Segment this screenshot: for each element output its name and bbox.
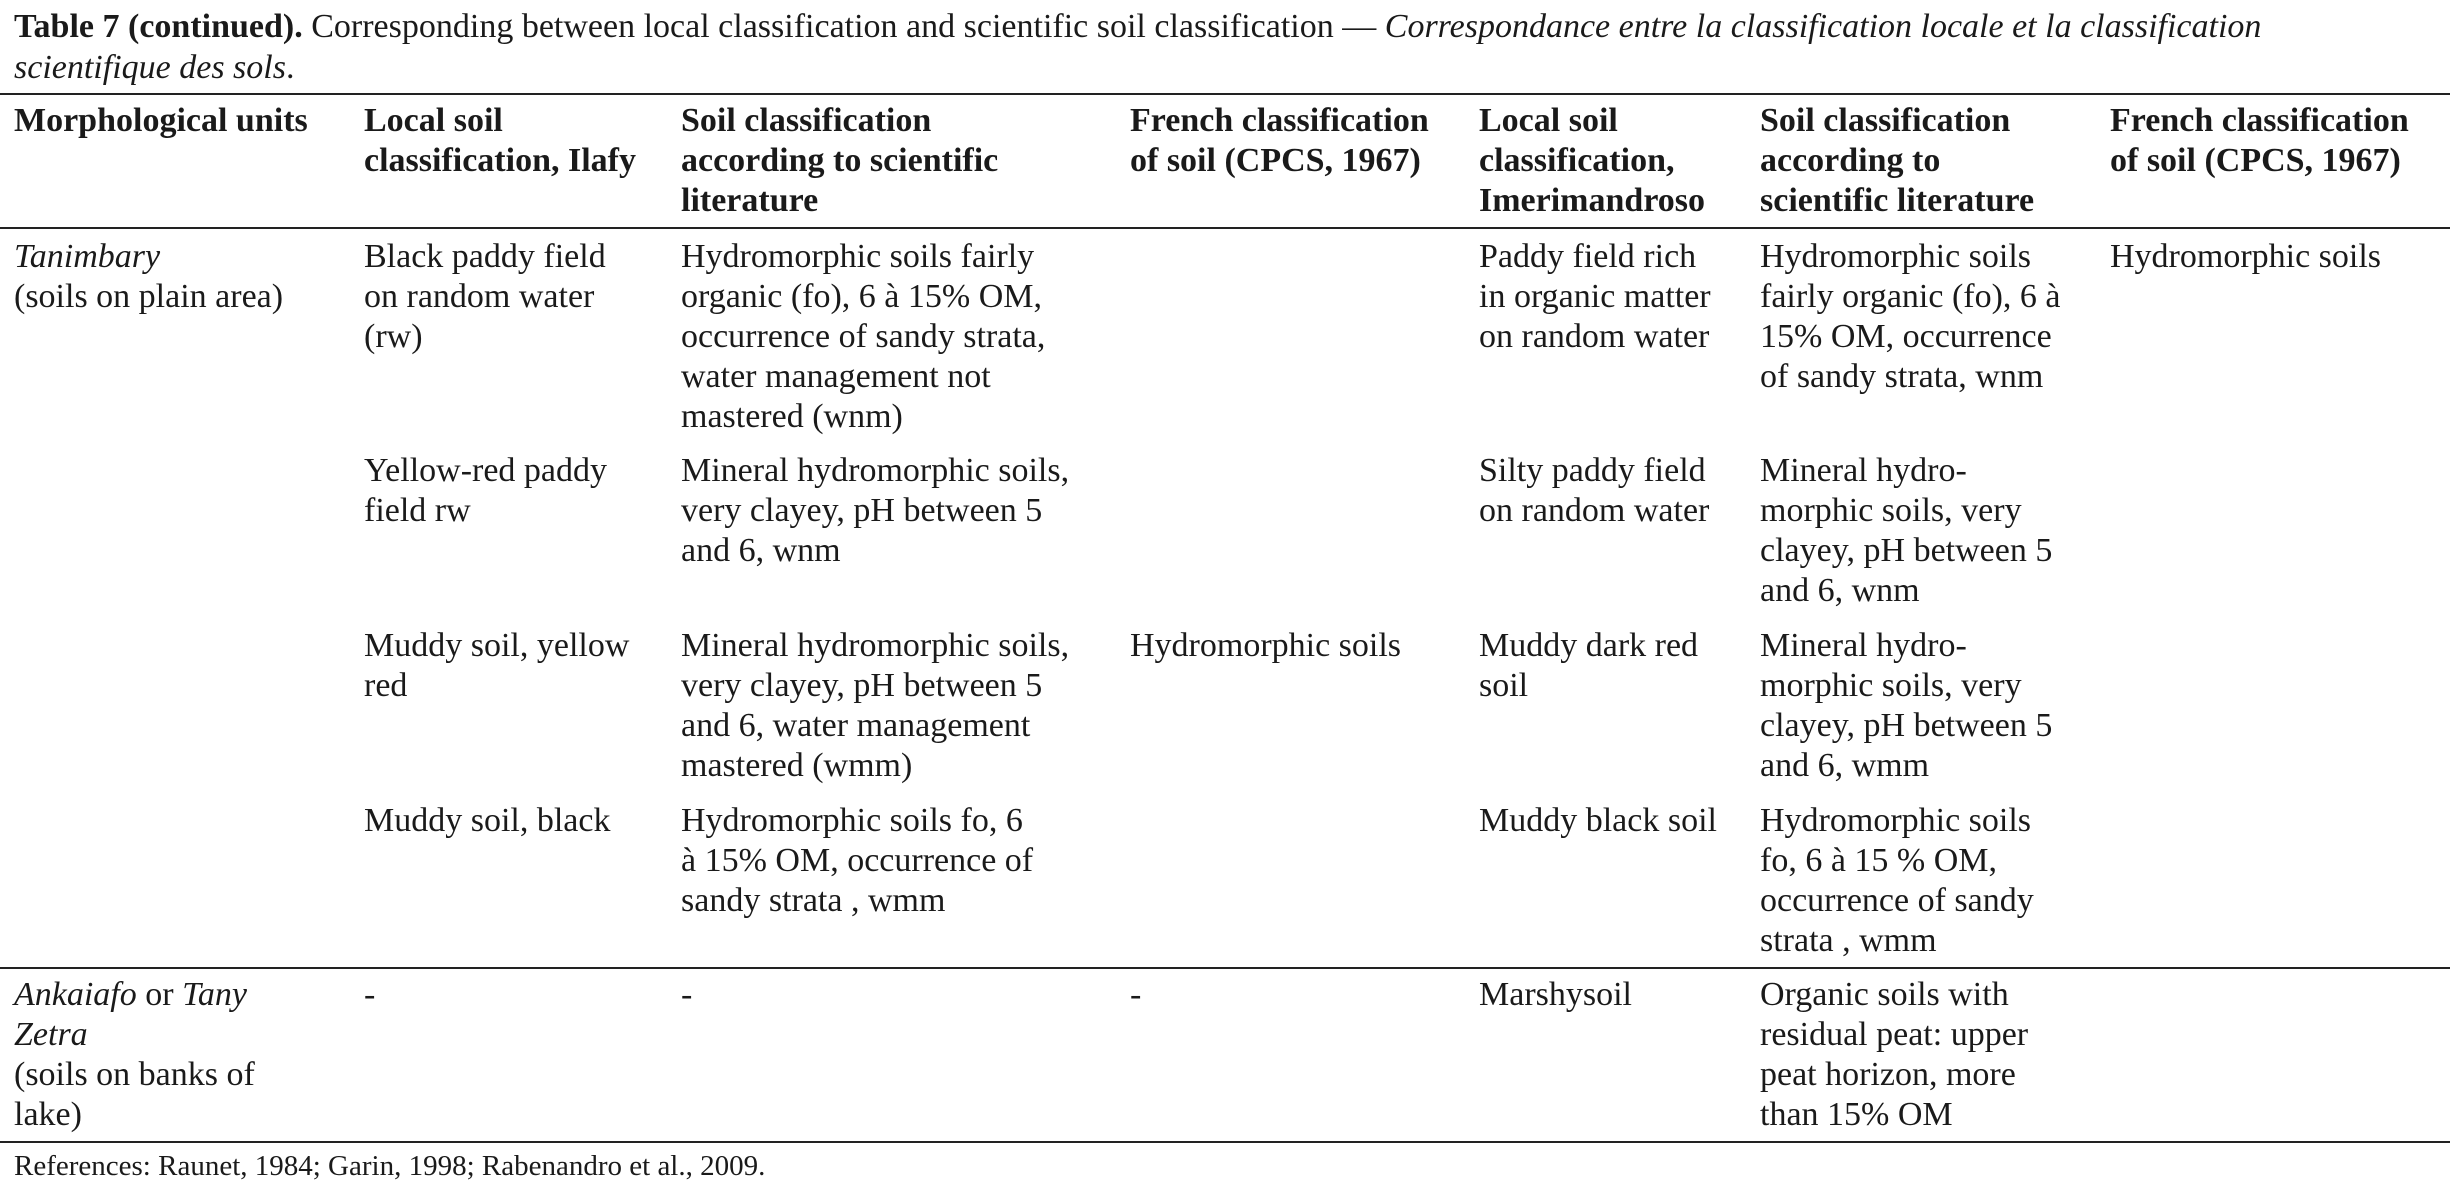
- cell-line: soil: [1479, 667, 1529, 704]
- row-3-sci-1: [681, 801, 1033, 921]
- row-0-sci-2: [1760, 237, 2061, 397]
- cell-line: Hydromorphic soils: [2110, 238, 2382, 275]
- table-caption: [14, 6, 2436, 88]
- cell-line: and 6, wnm: [1760, 572, 1920, 609]
- row-4-imerimandroso: [1479, 975, 1632, 1015]
- cell-line: strata , wmm: [1760, 922, 1937, 959]
- cell-line: Black paddy field: [364, 238, 606, 275]
- header-line: scientific literature: [1760, 182, 2035, 219]
- row-0-ilafy: [364, 237, 606, 357]
- header-line: according to: [1760, 142, 1941, 179]
- cell-line: Hydromorphic soils fairly: [681, 238, 1035, 275]
- cell-line: -: [1130, 976, 1142, 1013]
- cell-line: -: [364, 976, 376, 1013]
- row-1-imerimandroso: [1479, 451, 1709, 531]
- cell-line: (rw): [364, 318, 423, 355]
- cell-line: mastered (wnm): [681, 398, 903, 435]
- cell-line: water management not: [681, 358, 991, 395]
- row-2-sci-1: [681, 626, 1069, 786]
- header-local-imerimandroso: [1479, 101, 1705, 221]
- header-line: literature: [681, 182, 819, 219]
- header-line: Imerimandroso: [1479, 182, 1706, 219]
- cell-line: in organic matter: [1479, 278, 1711, 315]
- cell-line: very clayey, pH between 5: [681, 492, 1043, 529]
- cell-line: Hydromorphic soils: [1130, 627, 1402, 664]
- cell-line: mastered (wmm): [681, 747, 913, 784]
- cell-line: morphic soils, very: [1760, 667, 2022, 704]
- header-french-2: [2110, 101, 2409, 181]
- unit-name: Tanimbary: [14, 238, 161, 275]
- header-line: of soil (CPCS, 1967): [1130, 142, 1421, 179]
- cell-line: fo, 6 à 15 % OM,: [1760, 842, 1998, 879]
- cell-line: à 15% OM, occurrence of: [681, 842, 1034, 879]
- caption-english: Corresponding between local classification and scientific soil classification —: [302, 8, 1385, 45]
- cell-line: Mineral hydro-: [1760, 627, 1967, 664]
- cell-line: Mineral hydromorphic soils,: [681, 627, 1070, 664]
- cell-line: red: [364, 667, 408, 704]
- cell-line: and 6, water management: [681, 707, 1031, 744]
- cell-line: Organic soils with: [1760, 976, 2009, 1013]
- row-1-sci-1: [681, 451, 1069, 571]
- unit-or: or: [136, 976, 183, 1013]
- row-2-imerimandroso: [1479, 626, 1698, 706]
- row-3-ilafy: [364, 801, 610, 841]
- cell-line: Hydromorphic soils: [1760, 238, 2032, 275]
- row-4-sci-1: [681, 975, 692, 1015]
- cell-line: Muddy soil, black: [364, 802, 611, 839]
- row-3-imerimandroso: [1479, 801, 1717, 841]
- row-0-sci-1: [681, 237, 1045, 437]
- unit-tanimbary: [14, 237, 283, 317]
- cell-line: Silty paddy field: [1479, 452, 1706, 489]
- cell-line: Muddy soil, yellow: [364, 627, 630, 664]
- cell-line: Hydromorphic soils fo, 6: [681, 802, 1023, 839]
- header-line: Local soil: [364, 102, 503, 139]
- caption-end: .: [285, 49, 295, 86]
- cell-line: on random water: [1479, 492, 1710, 529]
- header-rule: [0, 227, 2450, 229]
- header-line: French classification: [2110, 102, 2409, 139]
- unit-name-1: Ankaiafo: [14, 976, 137, 1013]
- cell-line: than 15% OM: [1760, 1096, 1953, 1133]
- caption-french-2: scientifique des sols: [14, 49, 286, 86]
- header-sci-1: [681, 101, 998, 221]
- cell-line: sandy strata , wmm: [681, 882, 946, 919]
- cell-line: on random water: [1479, 318, 1710, 355]
- caption-lead: Table 7 (continued).: [14, 8, 303, 45]
- cell-line: Hydromorphic soils: [1760, 802, 2032, 839]
- unit-description: (soils on banks of: [14, 1056, 255, 1093]
- header-line: Soil classification: [1760, 102, 2011, 139]
- header-line: classification, Ilafy: [364, 142, 636, 179]
- cell-line: Yellow-red paddy: [364, 452, 608, 489]
- top-rule: [0, 93, 2450, 95]
- cell-line: field rw: [364, 492, 471, 529]
- cell-line: Mineral hydromorphic soils,: [681, 452, 1070, 489]
- cell-line: Muddy black soil: [1479, 802, 1717, 839]
- caption-french-1: Correspondance entre la classification locale et la classification: [1384, 8, 2262, 45]
- cell-line: and 6, wnm: [681, 532, 841, 569]
- row-4-french-1: [1130, 975, 1141, 1015]
- row-3-sci-2: [1760, 801, 2034, 961]
- header-french-1: [1130, 101, 1429, 181]
- row-4-sci-2: [1760, 975, 2028, 1135]
- cell-line: residual peat: upper: [1760, 1016, 2029, 1053]
- row-0-french-2: [2110, 237, 2381, 277]
- cell-line: clayey, pH between 5: [1760, 532, 2053, 569]
- row-2-sci-2: [1760, 626, 2052, 786]
- cell-line: Paddy field rich: [1479, 238, 1697, 275]
- unit-description: (soils on plain area): [14, 278, 284, 315]
- header-line: Local soil: [1479, 102, 1618, 139]
- header-line: of soil (CPCS, 1967): [2110, 142, 2401, 179]
- header-line: Soil classification: [681, 102, 932, 139]
- cell-line: Mineral hydro-: [1760, 452, 1967, 489]
- header-line: according to scientific: [681, 142, 999, 179]
- unit-name-line: [14, 975, 255, 1015]
- header-line: classification,: [1479, 142, 1675, 179]
- cell-line: morphic soils, very: [1760, 492, 2022, 529]
- cell-line: Marshysoil: [1479, 976, 1632, 1013]
- row-2-ilafy: [364, 626, 629, 706]
- table-footnote: References: Raunet, 1984; Garin, 1998; Rabenandro et al., 2009.: [14, 1150, 766, 1182]
- row-1-sci-2: [1760, 451, 2052, 611]
- unit-name-2: Tany: [182, 976, 247, 1013]
- row-0-imerimandroso: [1479, 237, 1711, 357]
- cell-line: very clayey, pH between 5: [681, 667, 1043, 704]
- header-morphological-units: [14, 101, 308, 141]
- cell-line: and 6, wmm: [1760, 747, 1930, 784]
- unit-name-3: Zetra: [14, 1016, 88, 1053]
- header-sci-2: [1760, 101, 2034, 221]
- header-line: Morphological units: [14, 102, 308, 139]
- cell-line: 15% OM, occurrence: [1760, 318, 2052, 355]
- cell-line: peat horizon, more: [1760, 1056, 2016, 1093]
- cell-line: on random water: [364, 278, 595, 315]
- cell-line: clayey, pH between 5: [1760, 707, 2053, 744]
- header-local-ilafy: [364, 101, 636, 181]
- row-1-ilafy: [364, 451, 607, 531]
- header-line: French classification: [1130, 102, 1429, 139]
- cell-line: organic (fo), 6 à 15% OM,: [681, 278, 1043, 315]
- cell-line: fairly organic (fo), 6 à: [1760, 278, 2061, 315]
- bottom-rule: [0, 1141, 2450, 1143]
- cell-line: -: [681, 976, 693, 1013]
- group-rule: [0, 967, 2450, 969]
- row-4-ilafy: [364, 975, 375, 1015]
- unit-description: lake): [14, 1096, 82, 1133]
- cell-line: of sandy strata, wnm: [1760, 358, 2044, 395]
- row-2-french-1: [1130, 626, 1401, 666]
- cell-line: occurrence of sandy strata,: [681, 318, 1046, 355]
- unit-ankaiafo: [14, 975, 255, 1135]
- cell-line: occurrence of sandy: [1760, 882, 2034, 919]
- cell-line: Muddy dark red: [1479, 627, 1699, 664]
